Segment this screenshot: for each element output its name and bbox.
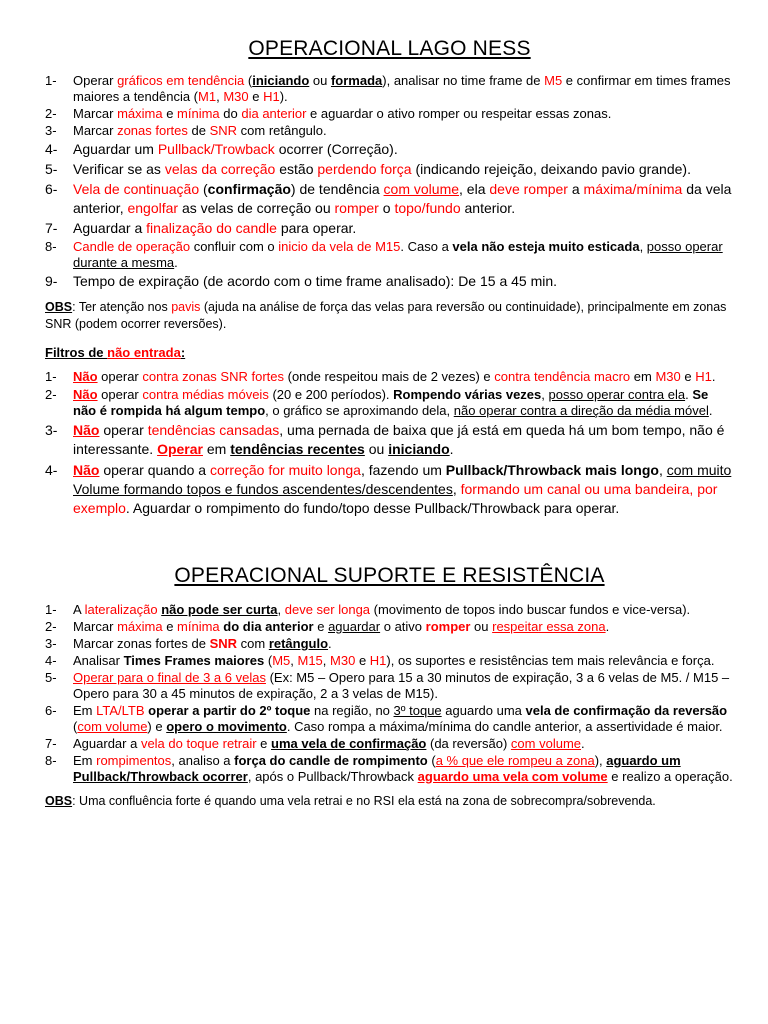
item-number: 2-	[45, 106, 57, 121]
item-text	[73, 73, 734, 105]
list-item	[45, 272, 734, 291]
text-run: opero o movimento	[166, 719, 287, 734]
text-run: . Aguardar o rompimento do fundo/topo desse Pullback/Throwback para operar.	[125, 500, 620, 516]
text-run: da vela anterior,	[73, 181, 732, 216]
item-number: 9-	[45, 273, 58, 289]
item-text	[73, 387, 734, 419]
text-run: a	[567, 181, 584, 197]
list-item	[45, 387, 734, 419]
item-text	[73, 653, 734, 669]
text-run: .	[174, 255, 178, 270]
item-text	[73, 272, 734, 291]
text-run: mínima	[177, 106, 220, 121]
text-run: com volume	[510, 736, 581, 751]
text-run: , após o Pullback/Throwback	[247, 769, 418, 784]
text-run: (Ex: M5 – Opero para 15 a 30 minutos de expiração, 3 a 6 velas de M5. / M15 – Opero para 30 a 45 minutos de expiração, 2 a 3 velas de M15).	[73, 670, 730, 701]
text-run: e	[248, 89, 264, 104]
list-item	[45, 160, 734, 179]
list-item	[45, 602, 734, 618]
text-run: máxima	[117, 619, 163, 634]
text-run: não operar contra a direção da média móvel	[453, 403, 709, 418]
text-run: mínima	[177, 619, 220, 634]
text-run: estão	[275, 161, 318, 177]
text-run: uma vela de confirmação	[271, 736, 427, 751]
text-run: Times Frames maiores	[123, 653, 265, 668]
text-run: ,	[452, 481, 461, 497]
text-run: respeitar essa zona	[492, 619, 606, 634]
list-item	[45, 670, 734, 702]
text-run: (	[199, 181, 208, 197]
text-run: : Ter atenção nos	[72, 300, 172, 314]
text-run: romper	[425, 619, 471, 634]
text-run: formada	[330, 73, 383, 88]
text-run: não entrada	[107, 345, 181, 360]
item-text	[73, 369, 734, 385]
item-number: 7-	[45, 220, 58, 236]
list-item	[45, 636, 734, 652]
text-run: contra zonas SNR fortes	[142, 369, 284, 384]
text-run: M5	[272, 653, 291, 668]
text-run: correção for muito longa	[209, 462, 361, 478]
text-run: M30	[330, 653, 356, 668]
item-text	[73, 461, 734, 518]
text-run: Candle de operação	[73, 239, 191, 254]
text-run: ) de tendência	[290, 181, 384, 197]
text-run: a partir do 2º toque	[192, 703, 311, 718]
text-run: operar	[148, 703, 189, 718]
text-run: operar	[99, 422, 148, 438]
text-run: com volume	[77, 719, 148, 734]
text-run: de	[187, 123, 210, 138]
item-text	[73, 636, 734, 652]
item-text	[73, 703, 734, 735]
text-run: (	[244, 73, 253, 88]
text-run: Verificar se as	[73, 161, 165, 177]
item-number: 1-	[45, 73, 57, 88]
item-number: 6-	[45, 703, 57, 718]
item-number: 8-	[45, 753, 57, 768]
text-run: , fazendo um	[360, 462, 446, 478]
text-run: (20 e 200 períodos).	[268, 387, 394, 402]
text-run: M15	[297, 653, 323, 668]
text-run: ,	[216, 89, 224, 104]
text-run: para operar.	[276, 220, 357, 236]
text-run: a % que ele rompeu a zona	[435, 753, 595, 768]
text-run: e confirmar em times frames maiores a tendência (	[73, 73, 731, 104]
list-item	[45, 653, 734, 669]
text-run: (onde respeitou mais de 2 vezes) e	[284, 369, 495, 384]
text-run: .	[449, 441, 454, 457]
text-run: retângulo	[268, 636, 329, 651]
text-run: .	[581, 736, 585, 751]
text-run: ,	[277, 602, 285, 617]
text-run: . Caso rompa a máxima/mínima do candle anterior, a assertividade é maior.	[286, 719, 723, 734]
list-item	[45, 421, 734, 459]
text-run: :	[180, 345, 186, 360]
text-run: Operar	[73, 73, 118, 88]
text-run: .	[708, 403, 713, 418]
list-item	[45, 736, 734, 752]
text-run: aguardo um Pullback/Throwback ocorrer	[73, 753, 681, 784]
item-text	[73, 421, 734, 459]
item-text	[73, 123, 734, 139]
text-run: confluir com o	[190, 239, 279, 254]
item-number: 5-	[45, 670, 57, 685]
item-number: 2-	[45, 387, 57, 402]
text-run: Se não é rompida há algum tempo	[73, 387, 709, 418]
text-run: topo/fundo	[394, 200, 461, 216]
text-run: finalização do candle	[146, 220, 277, 236]
text-run: força do candle de rompimento	[234, 753, 428, 768]
text-run: operar quando a	[99, 462, 210, 478]
text-run: , uma pernada de baixa que já está em queda há um bom tempo, não é interessante.	[73, 422, 725, 457]
text-run: gráficos em tendência	[117, 73, 245, 88]
text-run: com	[237, 636, 269, 651]
text-run: M5	[544, 73, 563, 88]
item-text	[73, 219, 734, 238]
text-run: LTA/LTB	[96, 703, 145, 718]
text-run: operar	[97, 387, 143, 402]
text-run: vela de confirmação da reversão	[525, 703, 728, 718]
text-run: iniciando	[388, 441, 450, 457]
text-run: ,	[322, 653, 331, 668]
filters-heading	[45, 345, 734, 360]
text-run: Marcar	[73, 106, 118, 121]
text-run: e	[162, 619, 178, 634]
text-run: : Uma confluência forte é quando uma vela retrai e no RSI ela está na zona de sobrecompra/sobrevenda.	[72, 794, 656, 808]
item-text	[73, 736, 734, 752]
text-run: e	[680, 369, 696, 384]
text-run: perdendo força	[317, 161, 412, 177]
text-run: e realizo a operação.	[607, 769, 733, 784]
text-run: posso operar durante a mesma	[73, 239, 723, 270]
text-run: e aguardar o ativo romper ou respeitar essas zonas.	[306, 106, 612, 121]
item-number: 2-	[45, 619, 57, 634]
text-run: iniciando	[252, 73, 310, 88]
list-item	[45, 239, 734, 271]
text-run: com muito Volume formando topos e fundos ascendentes/descendentes	[73, 462, 732, 497]
text-run: Não	[73, 369, 98, 384]
text-run: ).	[279, 89, 288, 104]
item-text	[73, 106, 734, 122]
text-run: tendências cansadas	[147, 422, 280, 438]
text-run: (	[264, 653, 273, 668]
text-run: ,	[658, 462, 667, 478]
text-run: Aguardar a	[73, 220, 147, 236]
text-run: A	[73, 602, 85, 617]
item-number: 6-	[45, 181, 58, 197]
text-run: operar	[97, 369, 143, 384]
text-run: Não	[73, 462, 100, 478]
text-run: ),	[594, 753, 607, 768]
text-run: romper	[334, 200, 379, 216]
item-text	[73, 670, 734, 702]
text-run: Vela de continuação	[73, 181, 200, 197]
text-run: Operar para o final de 3 a 6 velas	[73, 670, 266, 685]
text-run: do	[219, 106, 242, 121]
item-number: 5-	[45, 161, 58, 177]
text-run: ), os suportes e resistências tem mais relevância e força.	[386, 653, 715, 668]
text-run: M30	[223, 89, 249, 104]
text-run: Em	[73, 753, 97, 768]
item-number: 3-	[45, 422, 58, 438]
text-run: OBS	[45, 794, 73, 808]
text-run: (da reversão)	[426, 736, 511, 751]
item-number: 3-	[45, 123, 57, 138]
text-run: deve ser longa	[284, 602, 371, 617]
list-item	[45, 753, 734, 785]
text-run: o ativo	[380, 619, 426, 634]
text-run: contra tendência macro	[494, 369, 631, 384]
section2-list	[45, 602, 734, 785]
item-number: 8-	[45, 239, 57, 254]
item-text	[73, 753, 734, 785]
text-run: formando um canal ou uma bandeira, por exemplo	[73, 481, 718, 516]
text-run: do dia anterior	[223, 619, 314, 634]
text-run: Marcar	[73, 123, 118, 138]
text-run: anterior.	[460, 200, 516, 216]
text-run: deve romper	[489, 181, 568, 197]
section1-list	[45, 73, 734, 291]
text-run: ,	[639, 239, 647, 254]
item-number: 1-	[45, 369, 57, 384]
text-run: .	[605, 619, 610, 634]
text-run: e	[355, 653, 370, 668]
list-item	[45, 140, 734, 159]
text-run: (	[427, 753, 436, 768]
text-run: ,	[290, 653, 298, 668]
list-item	[45, 461, 734, 518]
text-run: .	[685, 387, 693, 402]
text-run: H1	[695, 369, 712, 384]
text-run: e	[256, 736, 272, 751]
item-number: 4-	[45, 653, 57, 668]
item-number: 4-	[45, 462, 58, 478]
item-text	[73, 160, 734, 179]
text-run: aguardo uma	[441, 703, 526, 718]
text-run: (indicando rejeição, deixando pavio grande).	[411, 161, 691, 177]
text-run: M1	[198, 89, 217, 104]
text-run: na região, no	[310, 703, 394, 718]
section2-title: OPERACIONAL SUPORTE E RESISTÊNCIA	[174, 564, 605, 587]
text-run: ,	[541, 387, 549, 402]
text-run: (	[73, 719, 78, 734]
text-run: velas da correção	[164, 161, 276, 177]
text-run: em	[202, 441, 231, 457]
text-run: pavis	[171, 300, 201, 314]
text-run: (ajuda na análise de força das velas para reversão ou continuidade), principalmente em zonas SNR (podem ocorrer reversões).	[45, 300, 727, 331]
text-run: , ela	[459, 181, 490, 197]
list-item	[45, 703, 734, 735]
text-run: Aguardar um	[73, 141, 158, 157]
text-run: ), analisar no time frame de	[382, 73, 545, 88]
text-run: engolfar	[127, 200, 179, 216]
text-run: OBS	[45, 300, 73, 314]
text-run: .	[711, 369, 716, 384]
text-run: Operar	[157, 441, 203, 457]
text-run: e	[313, 619, 329, 634]
text-run: 3º toque	[393, 703, 442, 718]
text-run: Pullback/Throwback mais longo	[445, 462, 659, 478]
list-item	[45, 180, 734, 218]
text-run: as velas de correção ou	[178, 200, 335, 216]
text-run: o	[378, 200, 395, 216]
text-run: SNR	[209, 123, 238, 138]
text-run: ou	[470, 619, 493, 634]
item-text	[73, 602, 734, 618]
text-run: SNR	[209, 636, 238, 651]
section1-obs	[45, 299, 734, 333]
item-text	[73, 180, 734, 218]
text-run: H1	[263, 89, 280, 104]
text-run: em	[630, 369, 656, 384]
text-run: (movimento de topos indo buscar fundos e vice-versa).	[370, 602, 691, 617]
item-number: 1-	[45, 602, 57, 617]
text-run: ou	[309, 73, 331, 88]
text-run: H1	[369, 653, 387, 668]
list-item	[45, 369, 734, 385]
text-run: . Caso a	[400, 239, 453, 254]
item-text	[73, 239, 734, 271]
text-run: posso operar contra ela	[548, 387, 686, 402]
filters-list	[45, 369, 734, 518]
text-run: com retângulo.	[237, 123, 327, 138]
text-run: Rompendo várias vezes	[393, 387, 542, 402]
text-run: Analisar	[73, 653, 124, 668]
text-run: Filtros de	[45, 345, 108, 360]
text-run: , o gráfico se aproximando dela,	[265, 403, 454, 418]
text-run: zonas fortes	[117, 123, 188, 138]
list-item	[45, 73, 734, 105]
list-item	[45, 219, 734, 238]
text-run: aguardo uma vela com volume	[417, 769, 608, 784]
text-run: Não	[73, 387, 98, 402]
text-run: Pullback/Trowback	[157, 141, 275, 157]
text-run: , analiso a	[171, 753, 235, 768]
text-run: não pode ser curta	[161, 602, 278, 617]
text-run: ) e	[147, 719, 167, 734]
text-run: aguardar	[328, 619, 381, 634]
text-run: inicio da vela de M15	[278, 239, 401, 254]
text-run: rompimentos	[96, 753, 172, 768]
text-run: vela do toque retrair	[140, 736, 257, 751]
text-run: ocorrer (Correção).	[274, 141, 398, 157]
text-run: Não	[73, 422, 100, 438]
text-run: lateralização	[84, 602, 158, 617]
text-run: Marcar	[73, 619, 118, 634]
text-run: com volume	[383, 181, 460, 197]
text-run: vela não esteja muito esticada	[452, 239, 640, 254]
text-run: confirmação	[207, 181, 291, 197]
item-text	[73, 619, 734, 635]
section2-obs	[45, 793, 734, 810]
list-item	[45, 619, 734, 635]
text-run: M30	[655, 369, 681, 384]
text-run: .	[328, 636, 332, 651]
text-run: Aguardar a	[73, 736, 141, 751]
text-run: dia anterior	[241, 106, 307, 121]
text-run: máxima/mínima	[583, 181, 683, 197]
section1-title: OPERACIONAL LAGO NESS	[248, 37, 531, 60]
item-number: 7-	[45, 736, 57, 751]
text-run: e	[162, 106, 178, 121]
list-item	[45, 106, 734, 122]
item-number: 4-	[45, 141, 58, 157]
text-run: Tempo de expiração (de acordo com o time frame analisado): De 15 a 45 min.	[73, 273, 558, 289]
text-run: Em	[73, 703, 97, 718]
text-run: máxima	[117, 106, 163, 121]
text-run: tendências recentes	[230, 441, 365, 457]
item-number: 3-	[45, 636, 57, 651]
text-run: contra médias móveis	[142, 387, 269, 402]
list-item	[45, 123, 734, 139]
text-run: Marcar zonas fortes de	[73, 636, 210, 651]
item-text	[73, 140, 734, 159]
text-run: ou	[364, 441, 389, 457]
